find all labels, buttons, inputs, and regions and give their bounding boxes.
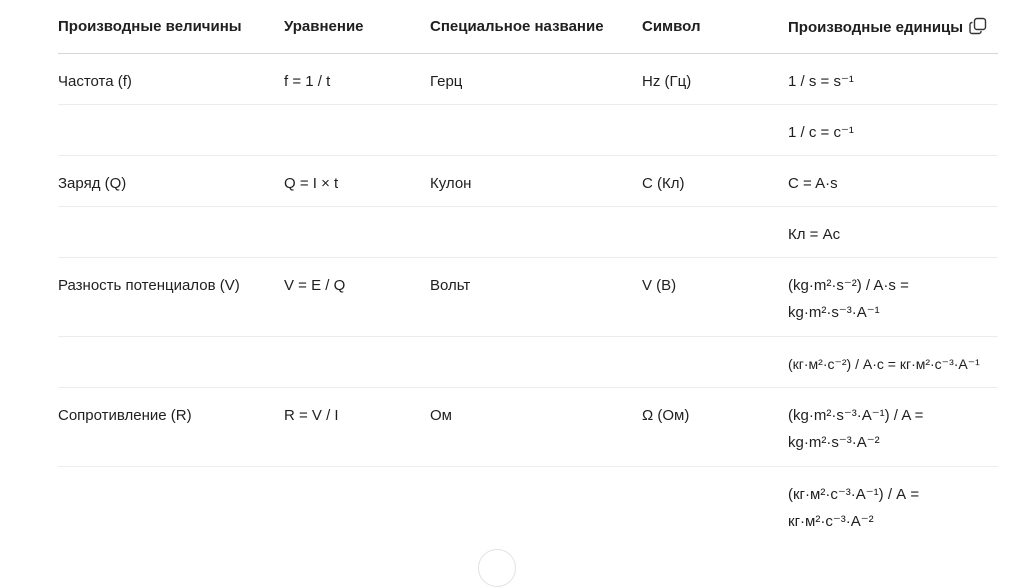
cell-equation: R = V / I xyxy=(284,388,430,467)
cell-name: Вольт xyxy=(430,258,642,337)
cell-symbol xyxy=(642,467,788,554)
cell-equation xyxy=(284,467,430,554)
cell-quantity: Частота (f) xyxy=(58,54,284,105)
cell-quantity xyxy=(58,337,284,388)
cell-units: 1 / s = s⁻¹ xyxy=(788,54,998,105)
cell-units: (kg·m²·s⁻²) / A·s = kg·m²·s⁻³·A⁻¹ xyxy=(788,258,998,337)
header-quantity: Производные величины xyxy=(58,0,284,54)
cell-equation: f = 1 / t xyxy=(284,54,430,105)
cell-quantity: Разность потенциалов (V) xyxy=(58,258,284,337)
cell-symbol: Ω (Ом) xyxy=(642,388,788,467)
table-row xyxy=(58,54,998,105)
cell-name xyxy=(430,467,642,554)
cell-units: Кл = Ас xyxy=(788,207,998,258)
table-row xyxy=(58,388,998,467)
table-row xyxy=(58,258,998,337)
cell-units: C = A·s xyxy=(788,156,998,207)
cell-name xyxy=(430,105,642,156)
cell-name xyxy=(430,337,642,388)
copy-icon[interactable] xyxy=(969,17,987,35)
cell-quantity xyxy=(58,207,284,258)
cell-quantity: Заряд (Q) xyxy=(58,156,284,207)
cell-symbol xyxy=(642,105,788,156)
table-header-row xyxy=(58,0,998,54)
cell-name xyxy=(430,207,642,258)
cell-symbol: V (В) xyxy=(642,258,788,337)
cell-symbol xyxy=(642,337,788,388)
cell-name: Герц xyxy=(430,54,642,105)
cell-equation: V = E / Q xyxy=(284,258,430,337)
cell-symbol xyxy=(642,207,788,258)
scroll-down-icon[interactable] xyxy=(478,549,516,587)
header-derived-units xyxy=(788,0,998,54)
header-derived-units-label: Производные единицы xyxy=(788,19,964,36)
cell-equation: Q = I × t xyxy=(284,156,430,207)
cell-equation xyxy=(284,207,430,258)
cell-quantity xyxy=(58,467,284,554)
derived-units-table xyxy=(58,0,998,553)
cell-units: (кг·м²·с⁻³·А⁻¹) / А = кг·м²·с⁻³·А⁻² xyxy=(788,486,920,530)
table-row xyxy=(58,337,998,388)
units-table-container xyxy=(58,0,998,553)
cell-units: 1 / с = с⁻¹ xyxy=(788,105,998,156)
table-row xyxy=(58,156,998,207)
cell-equation xyxy=(284,337,430,388)
cell-symbol: C (Кл) xyxy=(642,156,788,207)
cell-name: Ом xyxy=(430,388,642,467)
header-special-name: Специальное название xyxy=(430,0,642,54)
cell-symbol: Hz (Гц) xyxy=(642,54,788,105)
cell-units: (kg·m²·s⁻³·A⁻¹) / A = kg·m²·s⁻³·A⁻² xyxy=(788,388,998,467)
cell-quantity: Сопротивление (R) xyxy=(58,388,284,467)
table-row xyxy=(58,105,998,156)
header-symbol: Символ xyxy=(642,0,788,54)
table-row xyxy=(58,207,998,258)
cell-quantity xyxy=(58,105,284,156)
cell-units: (кг·м²·с⁻²) / А·с = кг·м²·с⁻³·А⁻¹ xyxy=(788,337,998,388)
cell-name: Кулон xyxy=(430,156,642,207)
table-row xyxy=(58,467,998,554)
cell-equation xyxy=(284,105,430,156)
header-equation: Уравнение xyxy=(284,0,430,54)
